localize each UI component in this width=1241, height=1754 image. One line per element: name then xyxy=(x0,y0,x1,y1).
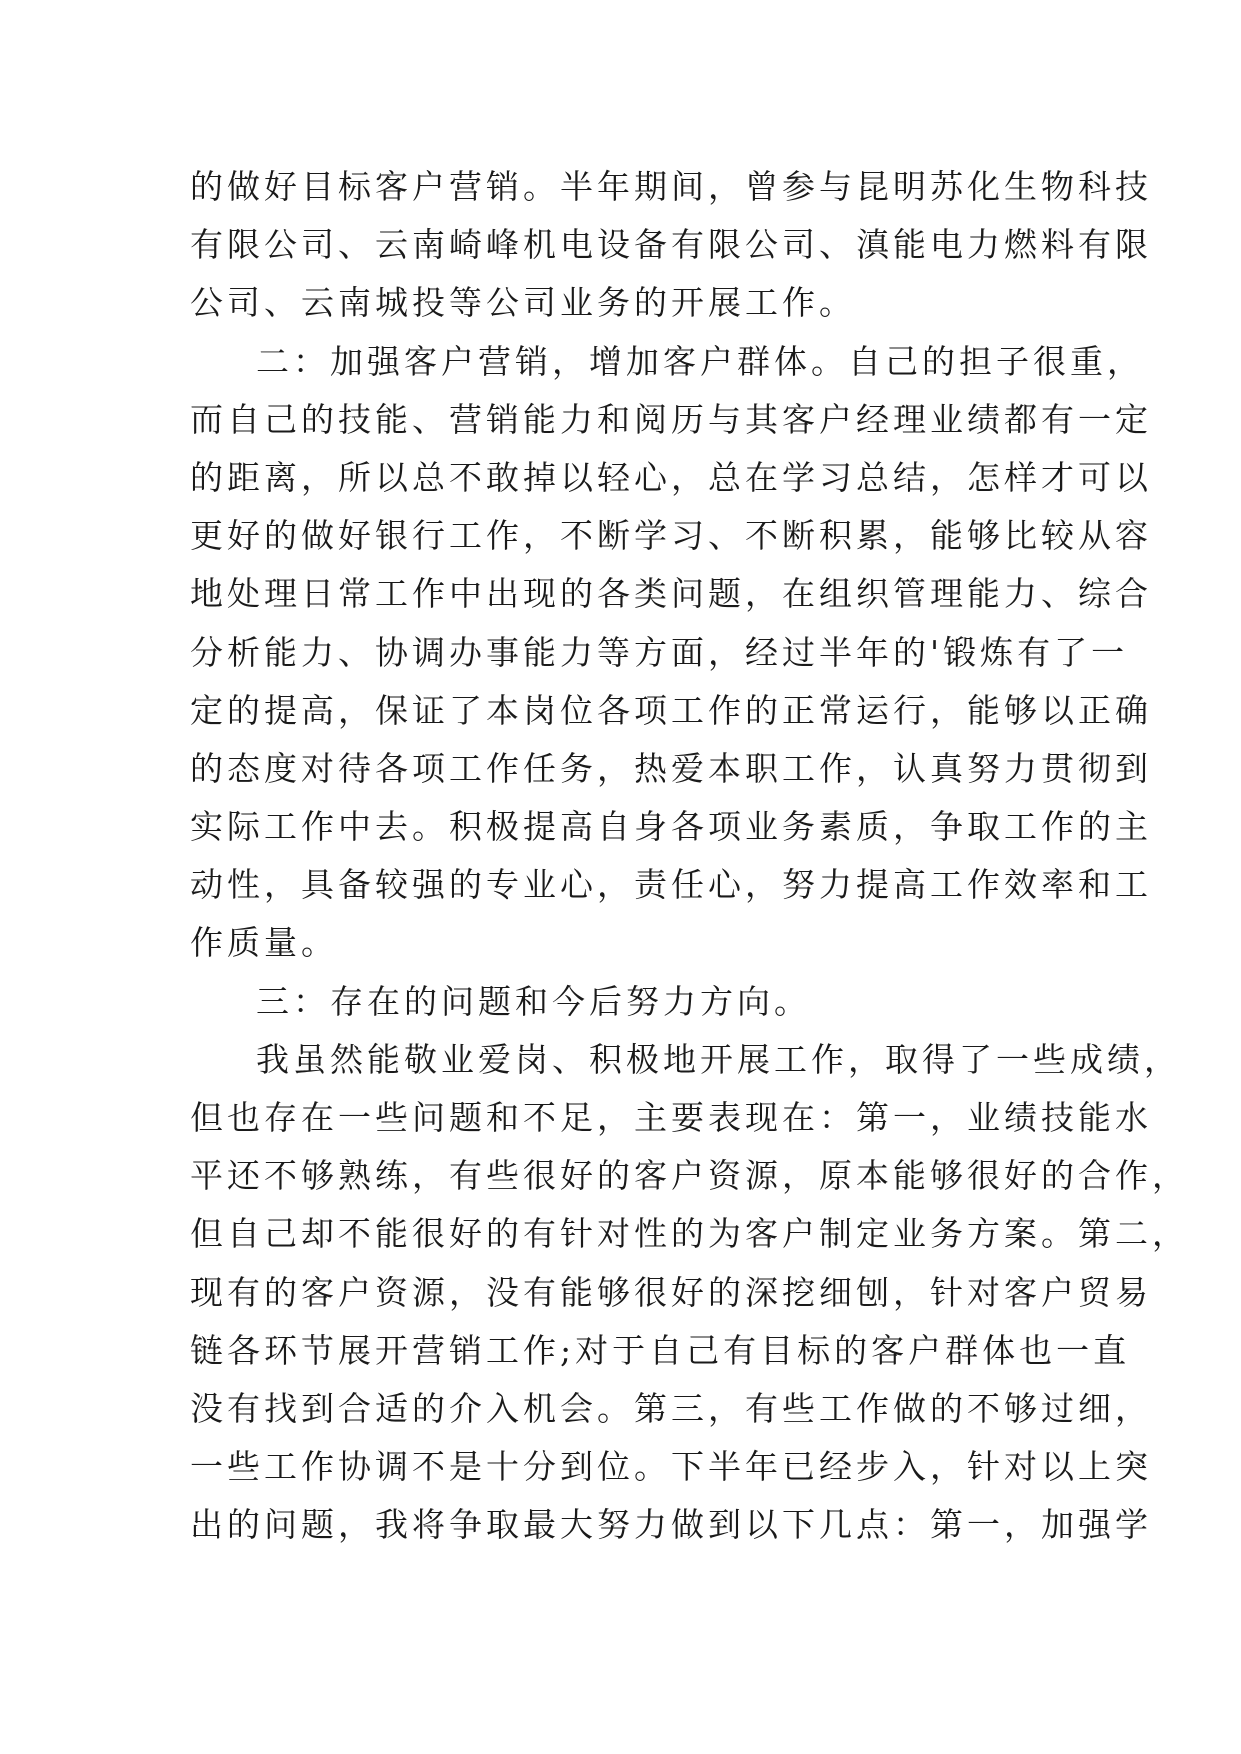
text-line: 公司、云南城投等公司业务的开展工作。 xyxy=(190,283,856,323)
text-line: 现有的客户资源，没有能够很好的深挖细刨，针对客户贸易 xyxy=(190,1272,1152,1312)
text-line: 定的提高，保证了本岗位各项工作的正常运行，能够以正确 xyxy=(190,690,1152,730)
text-line: 动性，具备较强的专业心，责任心，努力提高工作效率和工 xyxy=(190,865,1152,905)
text-line: 地处理日常工作中出现的各类问题，在组织管理能力、综合 xyxy=(190,574,1152,614)
text-line: 的距离，所以总不敢掉以轻心，总在学习总结，怎样才可以 xyxy=(190,457,1152,497)
text-line: 的做好目标客户营销。半年期间，曾参与昆明苏化生物科技 xyxy=(190,167,1152,206)
text-line: 一些工作协调不是十分到位。下半年已经步入，针对以上突 xyxy=(190,1447,1152,1487)
text-line: 分析能力、协调办事能力等方面，经过半年的'锻炼有了一 xyxy=(190,632,1129,672)
text-line: 作质量。 xyxy=(190,923,338,963)
text-line: 没有找到合适的介入机会。第三，有些工作做的不够过细， xyxy=(190,1388,1152,1428)
text-line: 但自己却不能很好的有针对性的为客户制定业务方案。第二， xyxy=(190,1214,1189,1254)
text-line: 更好的做好银行工作，不断学习、不断积累，能够比较从容 xyxy=(190,516,1152,556)
text-line: 而自己的技能、营销能力和阅历与其客户经理业绩都有一定 xyxy=(190,399,1152,439)
text-line: 二：加强客户营销，增加客户群体。自己的担子很重， xyxy=(256,341,1144,381)
text-line: 三：存在的问题和今后努力方向。 xyxy=(256,981,811,1021)
text-line: 实际工作中去。积极提高自身各项业务素质，争取工作的主 xyxy=(190,807,1152,847)
text-line: 出的问题，我将争取最大努力做到以下几点：第一，加强学 xyxy=(190,1505,1152,1545)
document-body xyxy=(190,158,1189,1555)
text-line: 我虽然能敬业爱岗、积极地开展工作，取得了一些成绩， xyxy=(256,1039,1181,1079)
text-line: 有限公司、云南崎峰机电设备有限公司、滇能电力燃料有限 xyxy=(190,225,1152,265)
text-line: 的态度对待各项工作任务，热爱本职工作，认真努力贯彻到 xyxy=(190,748,1152,788)
text-line: 链各环节展开营销工作;对于自己有目标的客户群体也一直 xyxy=(190,1330,1131,1370)
text-line: 但也存在一些问题和不足，主要表现在：第一，业绩技能水 xyxy=(190,1098,1152,1137)
text-line: 平还不够熟练，有些很好的客户资源，原本能够很好的合作， xyxy=(190,1156,1189,1196)
